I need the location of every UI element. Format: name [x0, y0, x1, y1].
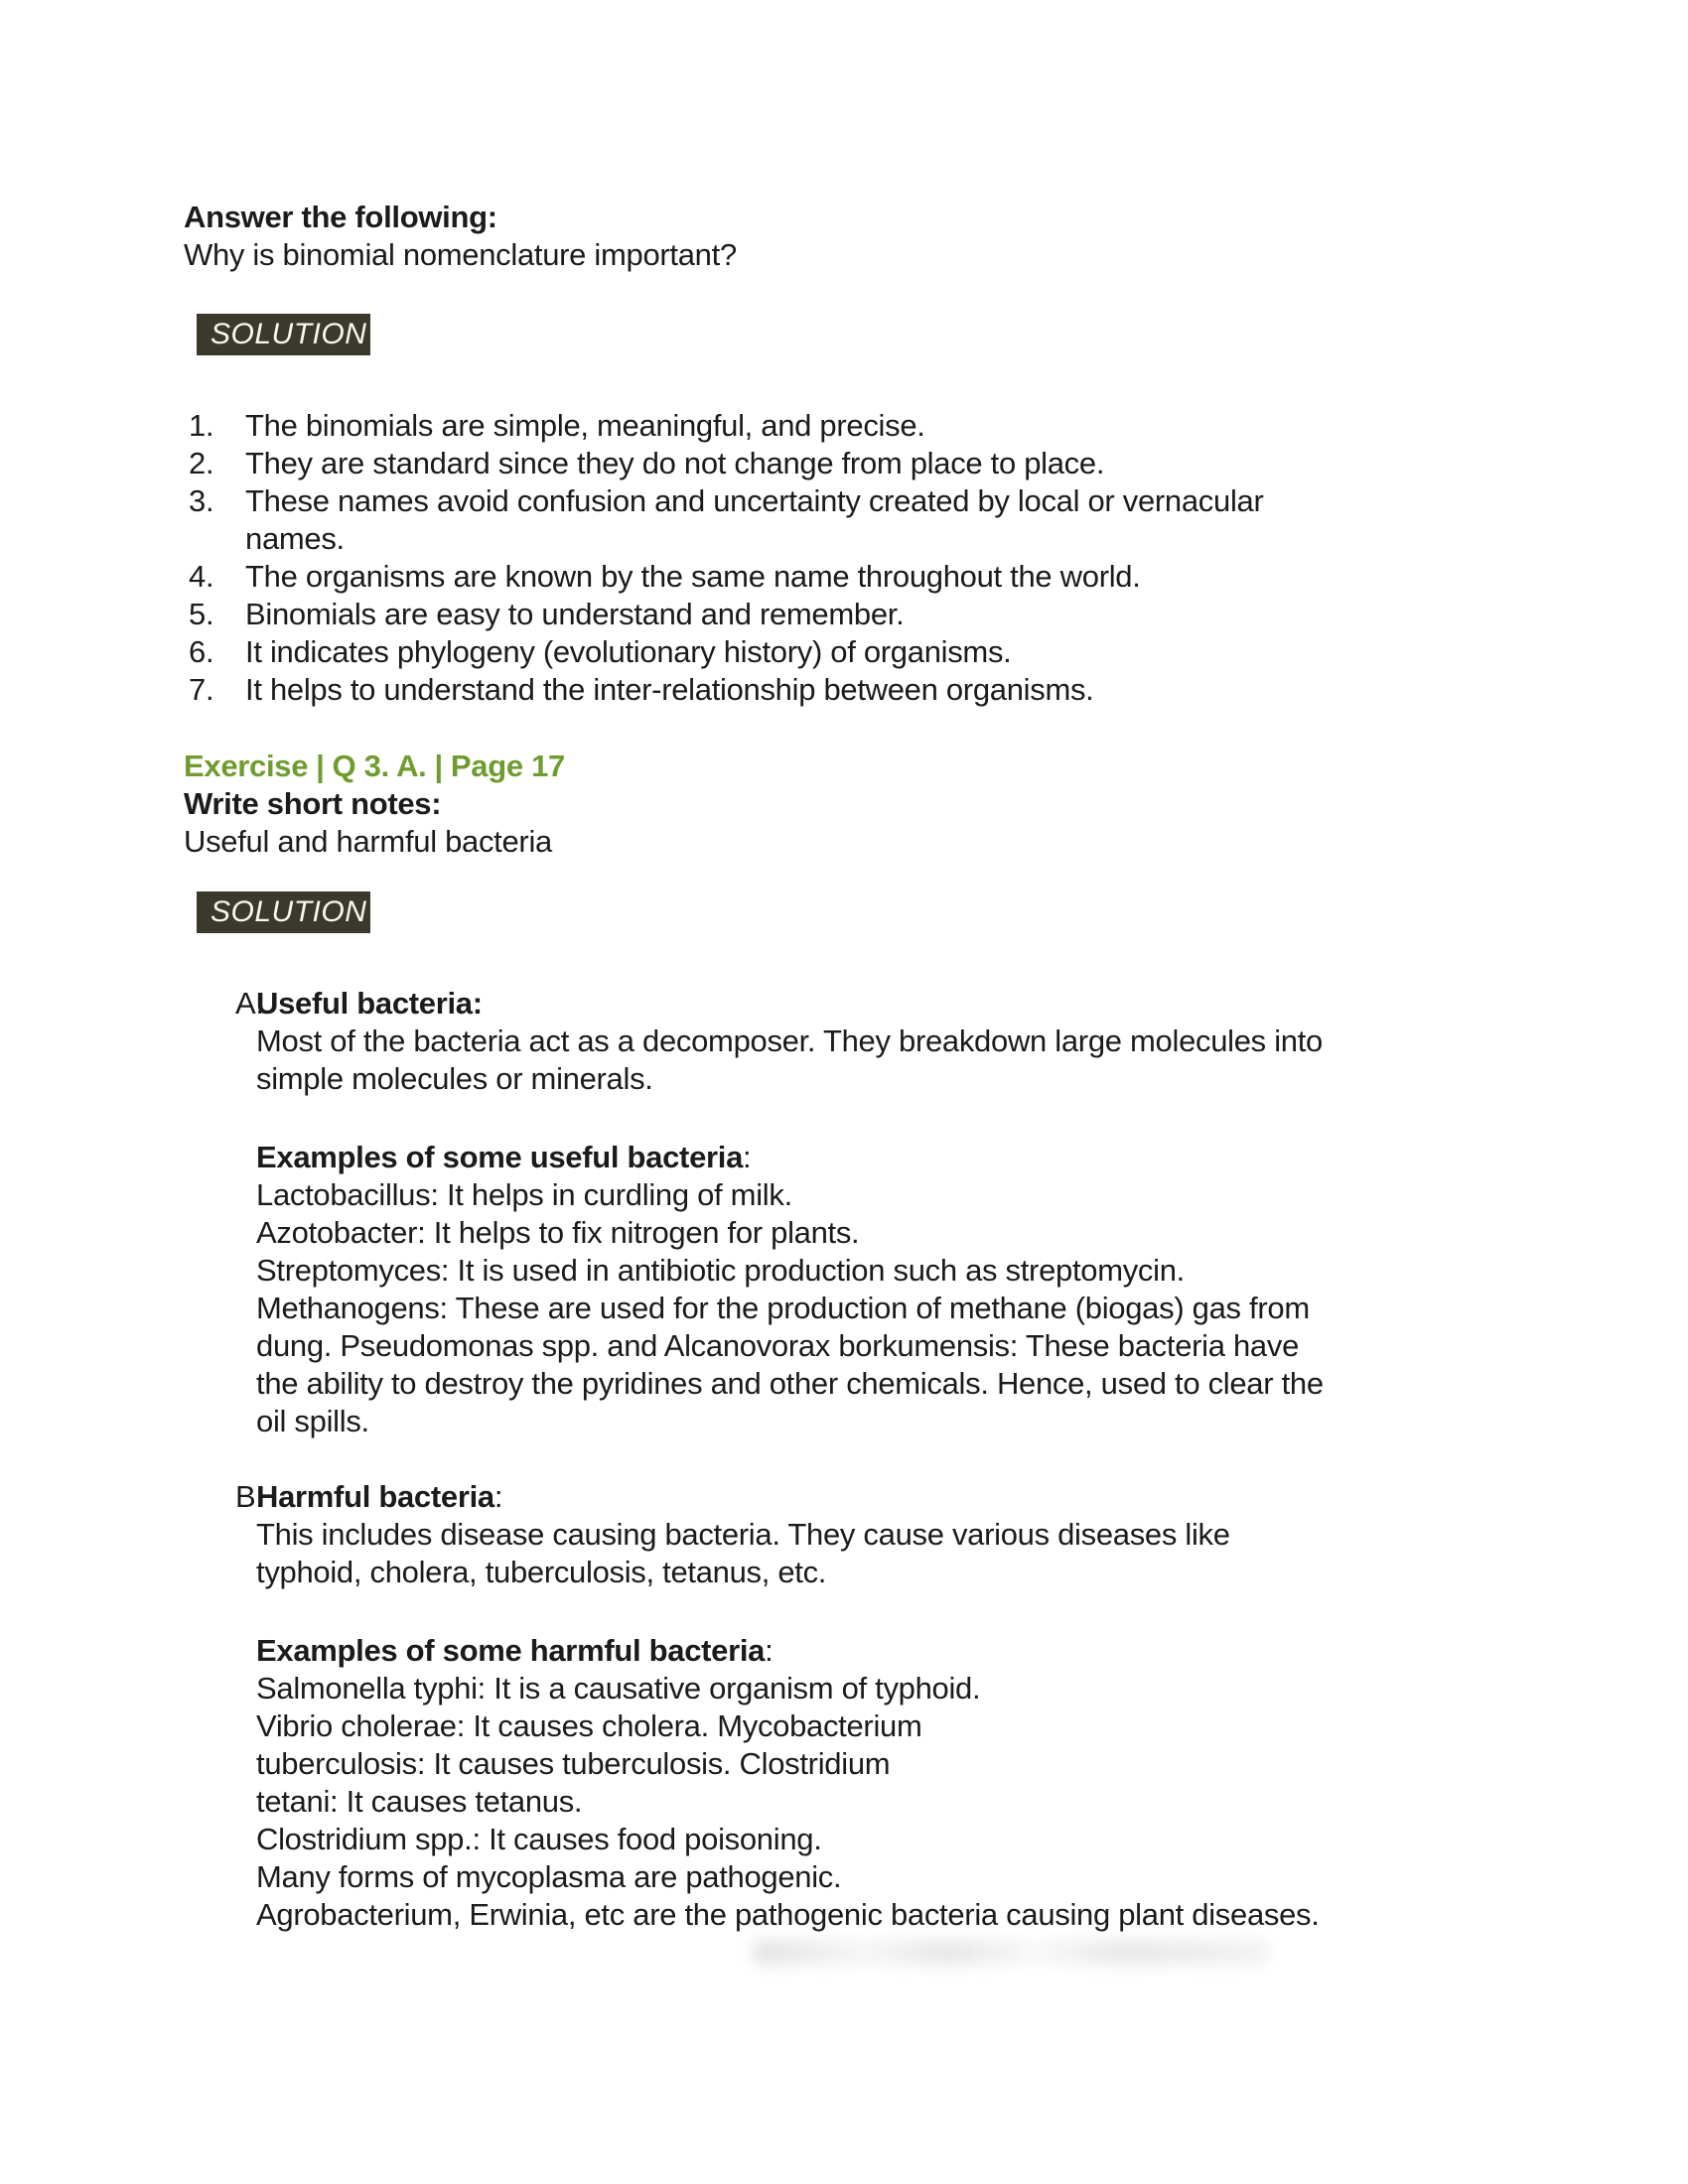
text-line: It helps to understand the inter-relationship between organisms.: [245, 672, 1094, 707]
solution-section: [184, 985, 1594, 1440]
list-item: [184, 633, 1594, 671]
solution2-sections: [184, 985, 1594, 1934]
text-line: These names avoid confusion and uncertainty created by local or vernacular: [245, 483, 1264, 518]
examples-heading-bold: Examples of some harmful bacteria: [256, 1633, 766, 1668]
list-item-text: [245, 633, 1594, 671]
section-title-bold: Harmful bacteria: [256, 1479, 494, 1514]
text-line: Methanogens: These are used for the production of methane (biogas) gas from: [256, 1291, 1310, 1325]
text-line: Agrobacterium, Erwinia, etc are the pathogenic bacteria causing plant diseases.: [256, 1897, 1320, 1932]
list-item-text: [245, 407, 1594, 445]
list-item-number: 6.: [189, 634, 214, 669]
text-line: dung. Pseudomonas spp. and Alcanovorax borkumensis: These bacteria have: [256, 1328, 1300, 1363]
examples-lines: [256, 1176, 1594, 1440]
list-item-number: 4.: [189, 559, 214, 594]
text-line: It indicates phylogeny (evolutionary history) of organisms.: [245, 634, 1012, 669]
text-line: The organisms are known by the same name throughout the world.: [245, 559, 1141, 594]
examples-lines: [256, 1670, 1594, 1934]
text-line: Azotobacter: It helps to fix nitrogen for plants.: [256, 1215, 860, 1250]
text-line: Clostridium spp.: It causes food poisoning.: [256, 1822, 822, 1856]
list-item-number: 1.: [189, 408, 214, 443]
list-item-number: 7.: [189, 672, 214, 707]
faded-watermark: [753, 1939, 1269, 1966]
section-intro: [256, 1516, 1594, 1591]
list-item-text: [245, 445, 1594, 482]
solution1-list: [184, 407, 1594, 709]
text-line: The binomials are simple, meaningful, and precise.: [245, 408, 925, 443]
pipe-separator: |: [316, 749, 325, 783]
list-item: [184, 482, 1594, 558]
text-line: Many forms of mycoplasma are pathogenic.: [256, 1859, 842, 1894]
list-item: [184, 558, 1594, 596]
section-intro: [256, 1023, 1594, 1098]
solution-badge-2: [197, 891, 370, 933]
list-item-text: [245, 482, 1594, 558]
text-line: tetani: It causes tetanus.: [256, 1784, 583, 1819]
text-line: simple molecules or minerals.: [256, 1061, 653, 1096]
section-title-rest: :: [493, 1479, 503, 1514]
solution-badge-label: SOLUTION: [211, 895, 367, 928]
question-number-link[interactable]: Q 3. A.: [332, 749, 427, 783]
section-title: [256, 985, 1594, 1023]
list-item-number: 2.: [189, 446, 214, 480]
list-item-text: [245, 671, 1594, 709]
examples-heading-rest: :: [765, 1633, 774, 1668]
question2-text: Useful and harmful bacteria: [184, 824, 552, 859]
question1-text: Why is binomial nomenclature important?: [184, 237, 737, 272]
text-line: Binomials are easy to understand and remember.: [245, 597, 905, 631]
question1-heading: Answer the following:: [184, 200, 497, 234]
list-item-text: [245, 596, 1594, 633]
list-item: [184, 596, 1594, 633]
list-item-text: [245, 558, 1594, 596]
text-line: typhoid, cholera, tuberculosis, tetanus, etc.: [256, 1555, 827, 1589]
examples-heading-rest: :: [743, 1140, 752, 1174]
list-item: [184, 407, 1594, 445]
text-line: This includes disease causing bacteria. They cause various diseases like: [256, 1517, 1230, 1552]
examples-heading: [256, 1139, 1594, 1176]
section-title-bold: Useful bacteria:: [256, 986, 483, 1021]
list-item-number: 3.: [189, 483, 214, 518]
solution-section: [184, 1478, 1594, 1934]
document-content: [184, 199, 1594, 1934]
text-line: Most of the bacteria act as a decomposer. They breakdown large molecules into: [256, 1024, 1323, 1058]
page-reference-link[interactable]: Page 17: [450, 749, 565, 783]
text-line: Salmonella typhi: It is a causative organism of typhoid.: [256, 1671, 981, 1706]
text-line: Lactobacillus: It helps in curdling of milk.: [256, 1177, 792, 1212]
text-line: Streptomyces: It is used in antibiotic production such as streptomycin.: [256, 1253, 1185, 1288]
text-line: tuberculosis: It causes tuberculosis. Clostridium: [256, 1746, 891, 1781]
list-item: [184, 671, 1594, 709]
question2-heading: Write short notes:: [184, 786, 442, 821]
examples-heading: [256, 1632, 1594, 1670]
text-line: They are standard since they do not change from place to place.: [245, 446, 1105, 480]
list-item: [184, 445, 1594, 482]
section-marker: A.: [235, 986, 264, 1021]
solution-badge-label: SOLUTION: [211, 318, 367, 350]
text-line: Vibrio cholerae: It causes cholera. Mycobacterium: [256, 1708, 922, 1743]
exercise-link[interactable]: Exercise: [184, 749, 309, 783]
list-item-number: 5.: [189, 597, 214, 631]
text-line: names.: [245, 521, 345, 556]
section-marker: B.: [235, 1479, 264, 1514]
text-line: oil spills.: [256, 1404, 369, 1438]
solution-badge-1: [197, 314, 370, 355]
text-line: the ability to destroy the pyridines and other chemicals. Hence, used to clear the: [256, 1366, 1324, 1401]
pipe-separator: |: [434, 749, 443, 783]
examples-heading-bold: Examples of some useful bacteria: [256, 1140, 744, 1174]
exercise-reference[interactable]: [184, 748, 1594, 785]
section-title: [256, 1478, 1594, 1516]
